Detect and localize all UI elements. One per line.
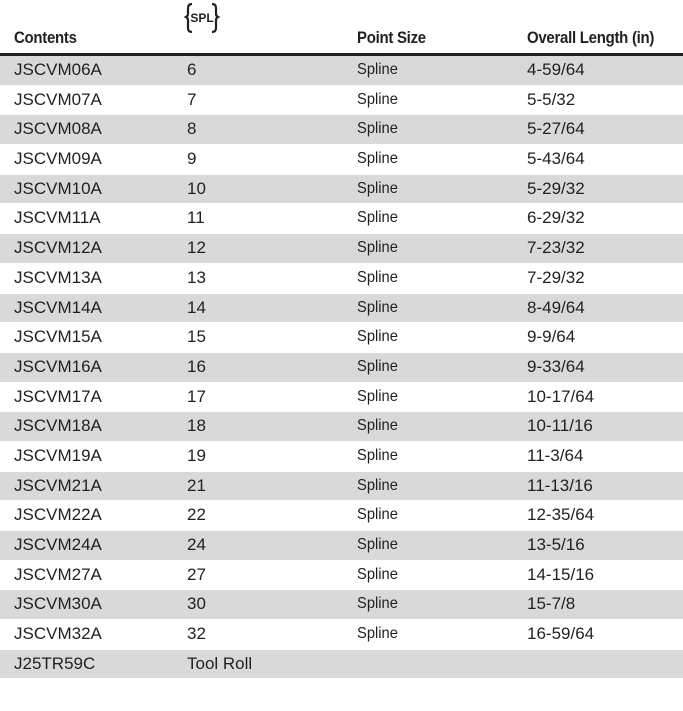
- cell-point-size: Spline: [357, 595, 398, 613]
- cell-point-size: Spline: [357, 357, 398, 375]
- table-row: [0, 412, 683, 442]
- cell-size: 22: [187, 505, 206, 525]
- header-point-size: Point Size: [357, 28, 426, 47]
- cell-contents: JSCVM15A: [14, 327, 102, 347]
- table-row: [0, 234, 683, 264]
- cell-point-size: Spline: [357, 625, 398, 643]
- cell-contents: JSCVM13A: [14, 267, 102, 287]
- cell-overall-length: 12-35/64: [527, 505, 595, 525]
- cell-size: 19: [187, 445, 206, 465]
- table-row: [0, 501, 683, 531]
- cell-overall-length: 5-43/64: [527, 149, 585, 169]
- cell-overall-length: 9-9/64: [527, 327, 576, 347]
- header-overall-length: Overall Length (in): [527, 28, 655, 47]
- cell-contents: JSCVM12A: [14, 238, 102, 258]
- cell-point-size: Spline: [357, 150, 398, 168]
- cell-contents: JSCVM24A: [14, 535, 102, 554]
- table-row: [0, 590, 683, 620]
- table-row: [0, 383, 683, 413]
- cell-contents: JSCVM06A: [14, 60, 102, 79]
- cell-size: 7: [187, 89, 197, 109]
- table-body: [0, 56, 683, 679]
- cell-size: 11: [187, 208, 205, 228]
- cell-overall-length: 5-5/32: [527, 89, 576, 109]
- cell-overall-length: 9-33/64: [527, 356, 585, 376]
- cell-point-size: Spline: [357, 209, 398, 227]
- cell-size: 32: [187, 624, 206, 644]
- cell-overall-length: 11-3/64: [527, 445, 584, 465]
- cell-size: 21: [187, 475, 206, 495]
- cell-overall-length: 7-23/32: [527, 238, 585, 258]
- cell-size: 8: [187, 119, 197, 139]
- cell-point-size: Spline: [357, 239, 398, 257]
- cell-size: 10: [187, 178, 206, 198]
- cell-contents: JSCVM16A: [14, 356, 102, 376]
- cell-point-size: Spline: [357, 387, 398, 405]
- cell-point-size: Spline: [357, 417, 398, 435]
- cell-size: Tool Roll: [187, 653, 253, 673]
- cell-point-size: Spline: [357, 298, 398, 316]
- cell-point-size: Spline: [357, 61, 398, 78]
- cell-contents: JSCVM09A: [14, 149, 102, 169]
- spline-icon: [183, 0, 221, 38]
- cell-point-size: Spline: [357, 506, 398, 524]
- cell-contents: JSCVM21A: [14, 475, 102, 495]
- table-row: [0, 264, 683, 294]
- table-row: [0, 561, 683, 591]
- cell-size: 24: [187, 535, 206, 554]
- cell-overall-length: 6-29/32: [527, 208, 585, 228]
- cell-size: 9: [187, 149, 197, 169]
- cell-overall-length: 11-13/16: [527, 475, 593, 495]
- header-contents: Contents: [14, 28, 77, 47]
- cell-size: 15: [187, 327, 206, 347]
- cell-point-size: Spline: [357, 476, 398, 494]
- cell-size: 16: [187, 356, 206, 376]
- cell-size: 27: [187, 564, 206, 584]
- cell-size: 18: [187, 416, 206, 436]
- table-row: [0, 323, 683, 353]
- table-row: [0, 145, 683, 175]
- cell-contents: JSCVM17A: [14, 386, 102, 406]
- cell-contents: JSCVM11A: [14, 208, 101, 228]
- cell-contents: JSCVM19A: [14, 445, 102, 465]
- cell-contents: JSCVM07A: [14, 89, 102, 109]
- cell-size: 17: [187, 386, 206, 406]
- cell-point-size: Spline: [357, 565, 398, 583]
- table-row: [0, 472, 683, 502]
- table-row: [0, 353, 683, 383]
- cell-contents: JSCVM30A: [14, 594, 102, 614]
- cell-overall-length: 8-49/64: [527, 297, 585, 317]
- table-row: [0, 442, 683, 472]
- cell-overall-length: 5-29/32: [527, 178, 585, 198]
- table-row: [0, 175, 683, 205]
- cell-overall-length: 5-27/64: [527, 119, 585, 139]
- cell-contents: JSCVM10A: [14, 178, 102, 198]
- cell-point-size: Spline: [357, 120, 398, 138]
- cell-point-size: Spline: [357, 536, 398, 553]
- cell-overall-length: 10-11/16: [527, 416, 593, 436]
- table-row: [0, 620, 683, 650]
- cell-contents: JSCVM22A: [14, 505, 102, 525]
- table-row: [0, 86, 683, 116]
- cell-size: 14: [187, 297, 206, 317]
- cell-contents: JSCVM14A: [14, 297, 102, 317]
- cell-point-size: Spline: [357, 446, 398, 464]
- table-row: [0, 294, 683, 324]
- table-row: [0, 56, 683, 86]
- table-header: [0, 0, 683, 56]
- cell-point-size: Spline: [357, 268, 398, 286]
- cell-overall-length: 13-5/16: [527, 535, 585, 554]
- cell-overall-length: 15-7/8: [527, 594, 576, 614]
- cell-contents: JSCVM27A: [14, 564, 102, 584]
- cell-contents: J25TR59C: [14, 653, 96, 673]
- cell-point-size: Spline: [357, 90, 398, 108]
- cell-point-size: Spline: [357, 179, 398, 197]
- spline-icon-text: SPL: [190, 11, 214, 25]
- cell-size: 6: [187, 60, 197, 79]
- cell-overall-length: 4-59/64: [527, 60, 585, 79]
- cell-contents: JSCVM18A: [14, 416, 102, 436]
- cell-contents: JSCVM08A: [14, 119, 102, 139]
- cell-point-size: Spline: [357, 328, 398, 346]
- cell-size: 13: [187, 267, 206, 287]
- table-row: [0, 531, 683, 561]
- cell-overall-length: 16-59/64: [527, 624, 595, 644]
- table-row: [0, 115, 683, 145]
- table-row: [0, 204, 683, 234]
- cell-overall-length: 7-29/32: [527, 267, 585, 287]
- cell-size: 30: [187, 594, 206, 614]
- cell-size: 12: [187, 238, 206, 258]
- cell-contents: JSCVM32A: [14, 624, 102, 644]
- cell-overall-length: 10-17/64: [527, 386, 595, 406]
- cell-overall-length: 14-15/16: [527, 564, 595, 584]
- table-row: [0, 650, 683, 680]
